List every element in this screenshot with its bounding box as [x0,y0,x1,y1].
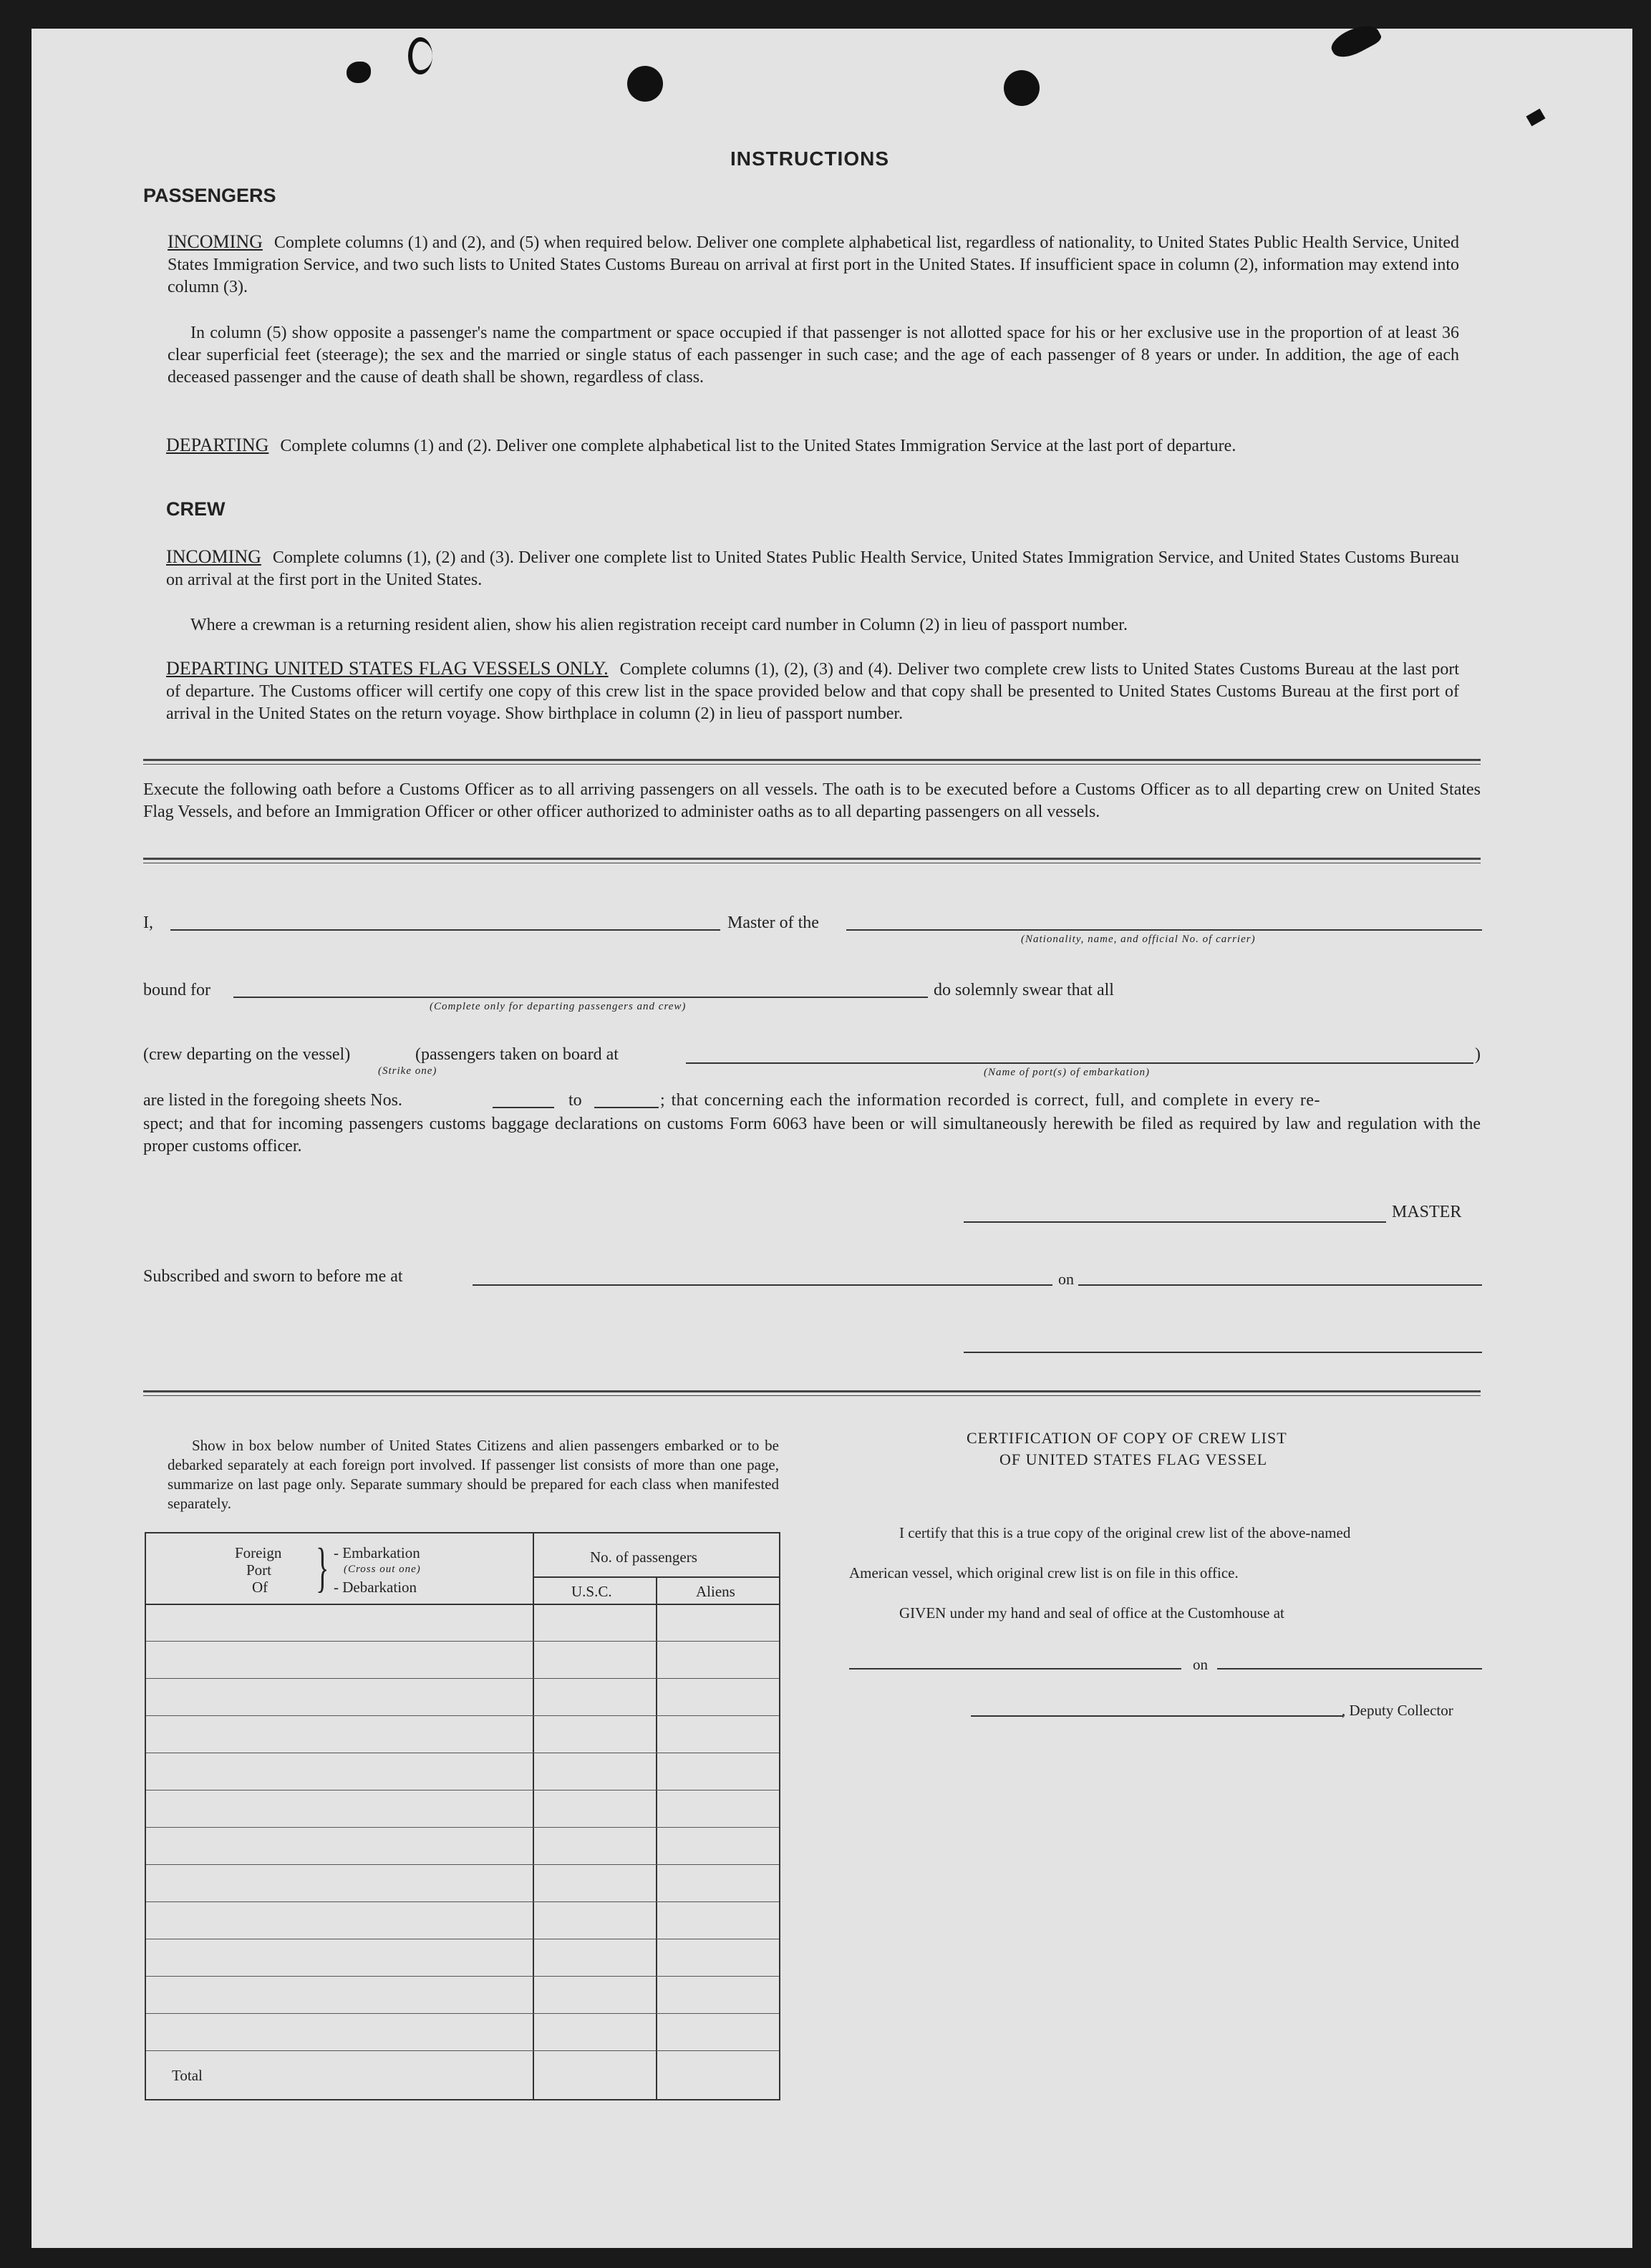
table-row[interactable] [146,1641,779,1642]
port-label: Port [246,1561,272,1579]
master-name-line[interactable] [170,929,720,931]
given-text: GIVEN under my hand and seal of office at the Customhouse at [899,1604,1284,1622]
listed-sheets-text: are listed in the foregoing sheets Nos. [143,1091,402,1110]
embarkation-label: - Embarkation [334,1544,420,1561]
crew-heading: CREW [166,498,226,520]
section-divider [143,759,1481,765]
subscribed-text: Subscribed and sworn to before me at [143,1267,403,1286]
swear-text: do solemnly swear that all [934,981,1114,999]
close-paren: ) [1475,1045,1481,1064]
passengers-departing-text: Complete columns (1) and (2). Deliver one complete alphabetical list to the United States Immigration Service at the last port of departure. [280,437,1236,455]
scan-mark [347,62,371,83]
table-row[interactable] [146,2050,779,2051]
summary-instructions: Show in box below number of United States Citizens and alien passengers embarked or to be debarked separately at each foreign port involved. If passenger list consists of more than one page, summarize on last page only. Separate summary should be prepared for each class when manifested separately. [168,1437,779,1512]
passengers-heading: PASSENGERS [143,185,276,206]
instructions-title: INSTRUCTIONS [730,147,889,170]
embarkation-port-line[interactable] [686,1062,1473,1064]
oath-intro: Execute the following oath before a Customs Officer as to all arriving passengers on all vessels. The oath is to be executed before a Customs Officer as to all departing crew on United States Flag Vessels, and before an Immigration Officer or other officer authorized to administer oaths as to all departing passengers on all vessels. [143,780,1481,821]
bound-for-label: bound for [143,981,210,999]
master-label: MASTER [1392,1203,1462,1221]
certify-text-b: American vessel, which original crew list is on file in this office. [849,1564,1239,1581]
usc-column-divider [533,1533,534,2099]
bound-for-hint: (Complete only for departing passengers and crew) [430,1001,687,1012]
foreign-label: Foreign [235,1544,282,1561]
carrier-hint: (Nationality, name, and official No. of carrier) [1021,934,1256,945]
of-label: Of [252,1579,268,1596]
officer-signature-line[interactable] [964,1352,1482,1353]
deputy-collector-label: , Deputy Collector [1342,1702,1453,1719]
strike-one-hint: (Strike one) [378,1065,437,1077]
punch-hole [627,66,663,102]
listed-to-text: to [568,1091,582,1110]
crew-departing-label: DEPARTING UNITED STATES FLAG VESSELS ONLY. [166,658,609,679]
column5-text: In column (5) show opposite a passenger's name the compartment or space occupied if that passenger is not allotted space for his or her exclusive use in the proportion of at least 36 clear superficial feet (steerage); the sex and the married or single status of each passenger in such case; and the age of each passenger of 8 years or under. In addition, the age of each deceased passenger and the cause of death shall be shown, regardless of class. [168,324,1459,387]
crew-departing-option: (crew departing on the vessel) [143,1045,351,1064]
certification-title-line2: OF UNITED STATES FLAG VESSEL [999,1450,1268,1468]
embarkation-port-hint: (Name of port(s) of embarkation) [984,1067,1150,1078]
crew-incoming-label: INCOMING [166,546,261,567]
passengers-incoming-text: Complete columns (1) and (2), and (5) when required below. Deliver one complete alphabetical list, regardless of nationality, to United States Public Health Service, United States Immigration Service, and two such lists to United States Customs Bureau on arrival at first port in the United States. If insufficient space in column (2), information may extend into column (3). [168,233,1459,296]
punch-hole [1004,70,1040,106]
crew-departing-paragraph [166,657,1459,725]
scan-mark [408,37,432,74]
debarkation-label: - Debarkation [334,1579,417,1596]
no-of-passengers-label: No. of passengers [590,1549,697,1566]
summary-table [145,1532,780,2100]
table-row[interactable] [146,1678,779,1679]
total-label: Total [172,2067,203,2084]
certify-text-a: I certify that this is a true copy of the original crew list of the above-named [899,1524,1351,1541]
crew-departing-text: Complete columns (1), (2), (3) and (4). Deliver two complete crew lists to United States Customs Bureau at the last port of departure. The Customs officer will certify one copy of this crew list in the space provided below and that copy shall be presented to United States Customs Bureau at the first port of arrival in the United States on the return voyage. Show birthplace in column (2) in lieu of passport number. [166,660,1460,723]
bound-for-line[interactable] [233,997,928,998]
section-divider [143,858,1481,863]
table-row[interactable] [146,1827,779,1828]
customhouse-line[interactable] [849,1668,1181,1670]
subscribed-place-line[interactable] [473,1284,1052,1286]
aliens-label: Aliens [696,1583,735,1600]
subscribed-date-line[interactable] [1078,1284,1482,1286]
sheet-to-line[interactable] [594,1107,659,1108]
column5-paragraph [168,322,1459,389]
listed-concerning-text: ; that concerning each the information recorded is correct, full, and complete in every re- [660,1091,1320,1110]
carrier-line[interactable] [846,929,1482,931]
passengers-incoming-paragraph [168,231,1459,299]
summary-table-header [146,1533,779,1605]
passengers-taken-option: (passengers taken on board at [415,1045,619,1064]
table-row[interactable] [146,1976,779,1977]
master-signature-line[interactable] [964,1221,1386,1223]
crew-resident-paragraph [190,614,1459,636]
listed-respect-text: spect; and that for incoming passengers customs baggage declarations on customs Form 6063 have been or will simultaneously herewith be filed as required by law and regulation with the proper customs officer. [143,1115,1481,1155]
crew-resident-text: Where a crewman is a returning resident alien, show his alien registration receipt card number in Column (2) in lieu of passport number. [190,616,1128,634]
aliens-column-divider [656,1576,657,2099]
table-row[interactable] [146,1715,779,1716]
table-row[interactable] [146,1901,779,1902]
table-row[interactable] [146,2013,779,2014]
passengers-departing-paragraph [166,434,1459,457]
certification-on-text: on [1193,1656,1208,1673]
oath-i-label: I, [143,914,153,932]
crew-incoming-paragraph [166,546,1459,591]
deputy-signature-line[interactable] [971,1715,1343,1717]
passengers-incoming-label: INCOMING [168,231,263,252]
passengers-departing-label: DEPARTING [166,435,269,455]
certification-date-line[interactable] [1217,1668,1482,1670]
brace-icon: } [316,1538,329,1598]
section-divider [143,1390,1481,1396]
crew-incoming-text: Complete columns (1), (2) and (3). Deliver one complete list to United States Public Health Service, United States Immigration Service, and United States Customs Bureau on arrival at the first port in the United States. [166,548,1459,589]
sheet-from-line[interactable] [493,1107,554,1108]
usc-label: U.S.C. [571,1583,612,1600]
subscribed-on-text: on [1058,1270,1074,1288]
cross-out-hint: (Cross out one) [344,1564,421,1575]
master-of-the-label: Master of the [727,914,819,932]
table-row[interactable] [146,1864,779,1865]
certification-title-line1: CERTIFICATION OF COPY OF CREW LIST [967,1429,1287,1447]
